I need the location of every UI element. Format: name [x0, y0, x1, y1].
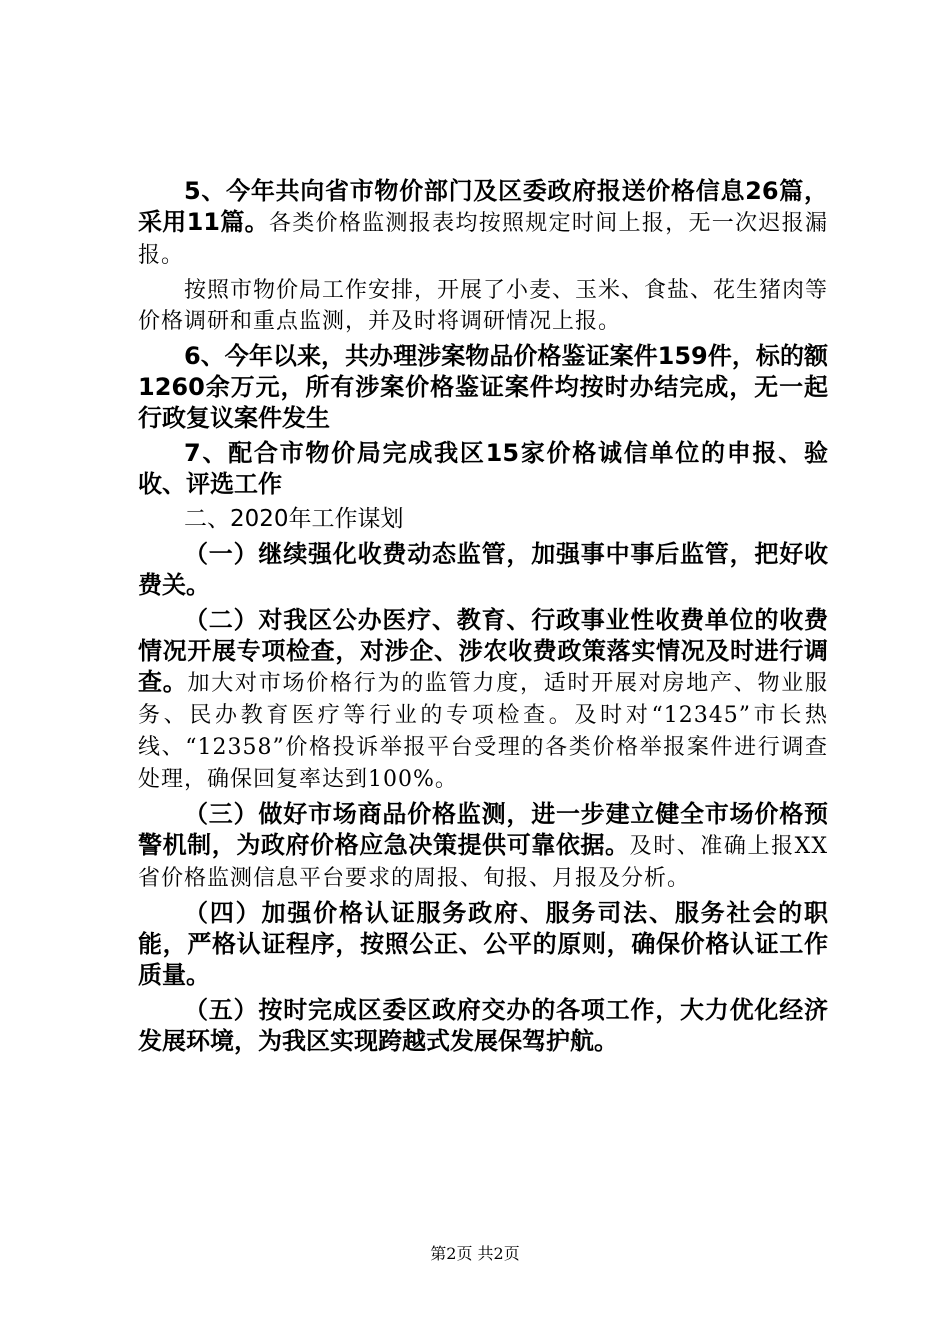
section-heading-2020-plan: 二、2020年工作谋划	[184, 506, 404, 532]
paragraph-item-6: 6、今年以来，共办理涉案物品价格鉴证案件159件，标的额1260余万元，所有涉案价格鉴证案件均按时办结完成，无一起行政复议案件发生	[138, 342, 828, 432]
paragraph-item-5	[138, 176, 828, 271]
page-number-footer: 第2页 共2页	[430, 1244, 520, 1263]
paragraph-plan-1: （一）继续强化收费动态监管，加强事中事后监管，把好收费关。	[138, 540, 828, 599]
paragraph-plan-2-lead: （二）对我区公办医疗、教育、行政事业性收费单位的收费情况开展专项检查，对涉企、涉农收费政策落实情况及时进行调查。	[138, 606, 828, 696]
paragraph-item-5-lead: 5、今年共向省市物价部门及区委政府报送价格信息26篇，采用11篇。	[138, 177, 828, 236]
paragraph-plan-3-lead: （三）做好市场商品价格监测，进一步建立健全市场价格预警机制，为政府价格应急决策提供可靠依据。	[138, 800, 828, 859]
paragraph-item-5-detail: 各类价格监测报表均按照规定时间上报，无一次迟报漏报。	[138, 211, 828, 268]
paragraph-plan-4: （四）加强价格认证服务政府、服务司法、服务社会的职能，严格认证程序，按照公正、公平的原则，确保价格认证工作质量。	[138, 899, 828, 989]
paragraph-item-7: 7、配合市物价局完成我区15家价格诚信单位的申报、验收、评选工作	[138, 439, 828, 498]
paragraph-plan-2-detail: 加大对市场价格行为的监管力度，适时开展对房地产、物业服务、民办教育医疗等行业的专项检查。及时对“12345”市长热线、“12358”价格投诉举报平台受理的各类价格举报案件进行调查处理，确保回复率达到100%。	[138, 671, 828, 792]
paragraph-price-research: 按照市物价局工作安排，开展了小麦、玉米、食盐、花生猪肉等价格调研和重点监测，并及时将调研情况上报。	[138, 278, 829, 334]
paragraph-plan-5: （五）按时完成区委区政府交办的各项工作，大力优化经济发展环境，为我区实现跨越式发展保驾护航。	[138, 996, 828, 1055]
document-body	[138, 176, 828, 1061]
paragraph-plan-3	[138, 799, 828, 894]
paragraph-plan-2	[138, 605, 828, 795]
paragraph-plan-3-detail: 及时、准确上报XX省价格监测信息平台要求的周报、旬报、月报及分析。	[138, 834, 828, 891]
